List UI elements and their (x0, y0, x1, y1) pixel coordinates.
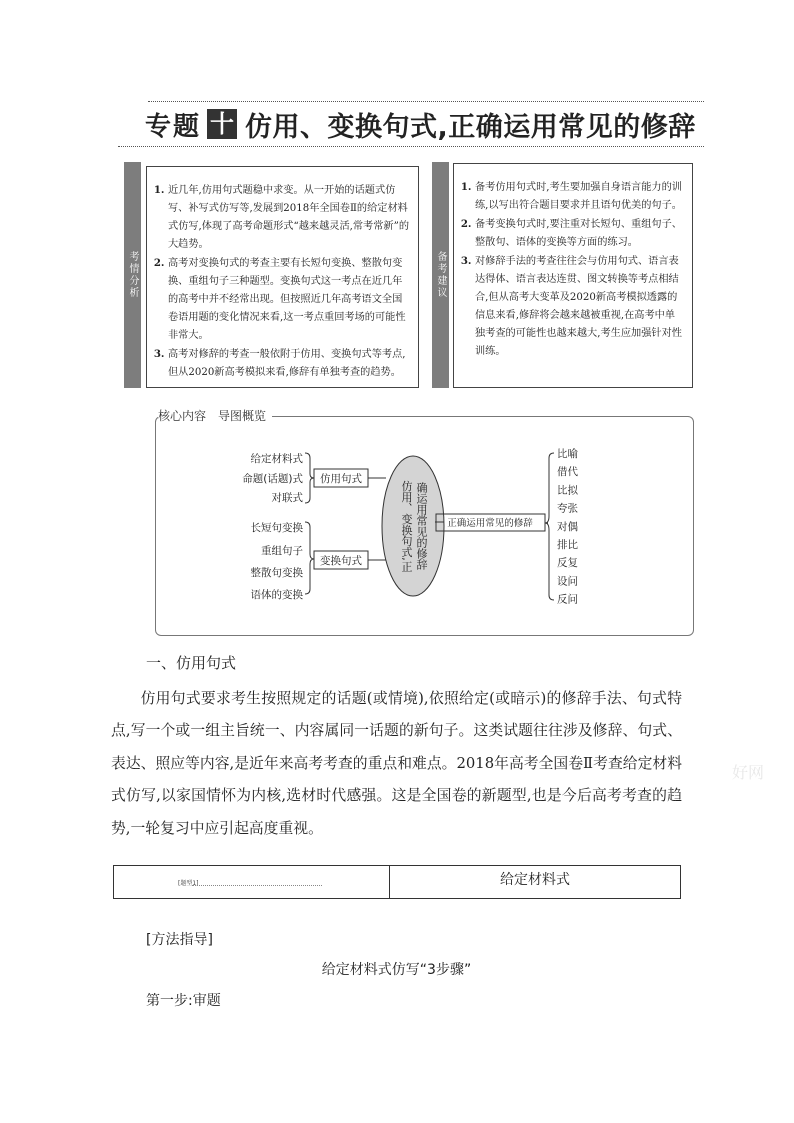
title-rule-top (148, 101, 704, 102)
page-title (145, 106, 696, 142)
rhetoric-leaf: 反复 (557, 557, 578, 570)
transform-brace (305, 522, 314, 594)
rhetoric-leaf: 设问 (557, 575, 578, 588)
title-prefix: 专题 (145, 111, 202, 142)
rhetoric-leaf: 比喻 (557, 448, 578, 460)
transform-leaf: 重组句子 (261, 545, 303, 557)
exam-analysis-item: 3. 高考对修辞的考查一般依附于仿用、变换句式等考点,但从2020新高考模拟来看,修辞有单独考查的趋势。 (168, 345, 410, 382)
prep-advice-box (453, 163, 693, 388)
topic-table (113, 865, 681, 899)
title-main: 仿用、变换句式,正确运用常见的修辞 (245, 111, 696, 143)
rhetoric-node: 正确运用常见的修辞 (447, 518, 533, 529)
mindmap-label: 核心内容 导图概览 (158, 407, 272, 424)
exam-analysis-item: 1. 近几年,仿用句式题稳中求变。从一开始的话题式仿写、补写式仿写等,发展到2018年全国卷Ⅱ的给定材料式仿写,体现了高考命题形式“越来越灵活,常考常新”的大趋势。 (168, 181, 410, 254)
step-one: 第一步:审题 (146, 993, 221, 1009)
imitation-brace (305, 453, 314, 503)
center-ellipse (382, 456, 444, 596)
prep-advice-item: 3. 对修辞手法的考查往往会与仿用句式、语言表达得体、语言表达连贯、图文转换等考点相结合,但从高考大变革及2020新高考模拟透露的信息来看,修辞将会越来越被重视,在高考中单独考查的可能性也越来越大,考生应加强针对性训练。 (475, 252, 684, 361)
watermark: 好网 (732, 763, 765, 782)
imitation-leaf: 对联式 (271, 492, 303, 504)
imitation-node: 仿用句式 (320, 473, 362, 485)
topic-title: 给定材料式 (500, 872, 570, 888)
section-heading: 一、仿用句式 (146, 654, 237, 672)
transform-node: 变换句式 (320, 555, 362, 567)
center-text-line-2: 仿用、变换句式,正 (400, 480, 413, 572)
rhetoric-leaf: 夸张 (557, 502, 578, 515)
method-subtitle: 给定材料式仿写“3步骤” (321, 962, 472, 978)
rhetoric-brace (545, 453, 554, 600)
imitation-leaf: 给定材料式 (250, 453, 303, 465)
transform-leaf: 语体的变换 (250, 589, 303, 601)
exam-analysis-label: 考情分析 (124, 162, 141, 388)
center-text-line-1: 确运用常见的修辞 (415, 482, 428, 570)
rhetoric-leaf: 比拟 (557, 484, 578, 497)
topic-tag: [题型1] (178, 880, 199, 887)
exam-analysis-item: 2. 高考对变换句式的考查主要有长短句变换、整散句变换、重组句子三种题型。变换句式这一考点在近几年的高考中并不经常出现。但按照近几年高考语文全国卷语用题的变化情况来看,这一考点重回考场的可能性非常大。 (168, 254, 410, 345)
rhetoric-leaf: 对偶 (557, 520, 578, 533)
rhetoric-leaves (557, 447, 578, 606)
method-label: [方法指导] (146, 932, 213, 948)
title-rule-bottom (118, 146, 704, 147)
prep-advice-item: 2. 备考变换句式时,要注重对长短句、重组句子、整散句、语体的变换等方面的练习。 (475, 215, 684, 252)
rhetoric-leaf: 反问 (557, 593, 578, 606)
transform-leaf: 长短句变换 (250, 522, 303, 534)
title-number-badge: 十 (207, 109, 237, 139)
topic-tag-cell (114, 866, 390, 898)
exam-analysis-box (146, 166, 419, 388)
prep-advice-label: 备考建议 (432, 162, 449, 388)
mindmap-diagram (155, 416, 694, 636)
rhetoric-leaf: 排比 (557, 539, 578, 551)
rhetoric-leaf: 借代 (557, 466, 578, 479)
imitation-leaf: 命题(话题)式 (242, 473, 303, 485)
prep-advice-item: 1. 备考仿用句式时,考生要加强自身语言能力的训练,以写出符合题目要求并且语句优美的句子。 (475, 178, 684, 215)
transform-leaf: 整散句变换 (250, 567, 303, 579)
topic-tag-dots (192, 885, 322, 886)
section-paragraph: 仿用句式要求考生按照规定的话题(或情境),依照给定(或暗示)的修辞手法、句式特点,写一个或一组主旨统一、内容属同一话题的新句子。这类试题往往涉及修辞、句式、表达、照应等内容,是近年来高考考查的重点和难点。2018年高考全国卷Ⅱ考查给定材料式仿写,以家国情怀为内核,选材时代感强。这是全国卷的新题型,也是今后高考考查的趋势,一轮复习中应引起高度重视。 (111, 690, 682, 837)
